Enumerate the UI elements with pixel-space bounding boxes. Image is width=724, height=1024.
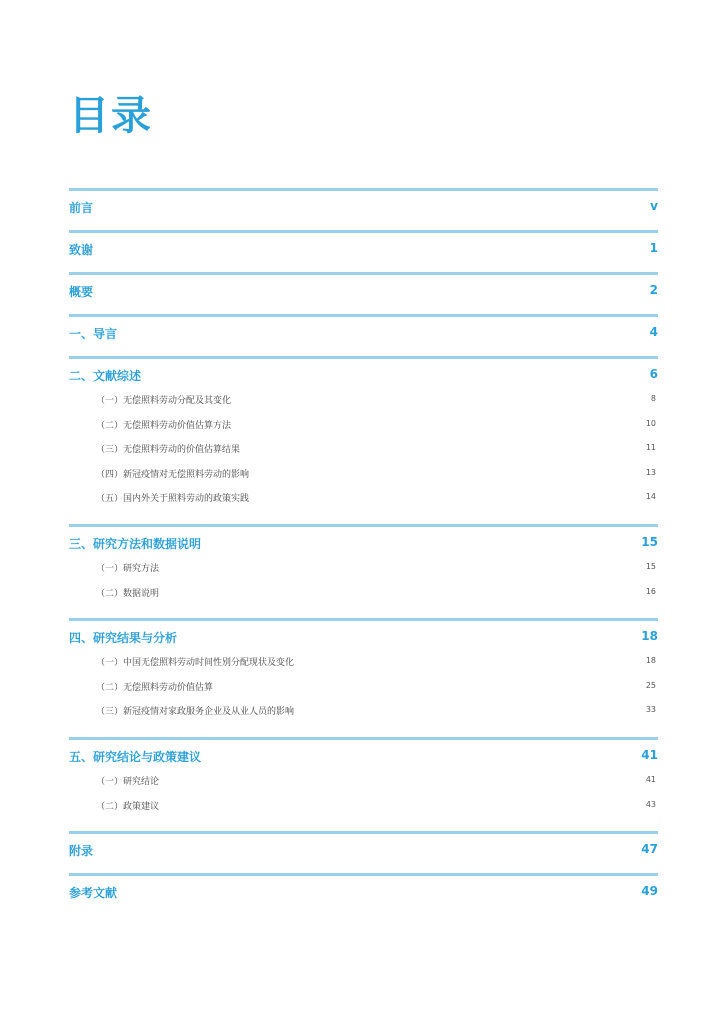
toc-chapter-link[interactable] [69,876,658,904]
section-spacer [69,723,658,737]
toc-subsection-link[interactable] [69,698,658,723]
subsection-title: （五）国内外关于照料劳动的政策实践 [96,494,250,505]
chapter-page-number: 15 [641,534,658,549]
chapter-page-number: v [650,199,658,213]
subsection-title: （一）研究方法 [96,563,160,574]
chapter-title: 一、导言 [69,327,118,341]
chapter-page-number: 4 [649,325,658,339]
subsection-page-number: 16 [645,586,656,596]
subsection-page-number: 10 [645,418,656,428]
toc-section [69,272,658,314]
section-spacer [69,261,658,272]
subsection-page-number: 8 [650,394,656,403]
subsection-title: （一）中国无偿照料劳动时间性别分配现状及变化 [96,658,295,669]
toc-subsection-link[interactable] [69,555,658,580]
toc-section [69,737,658,831]
toc-subsection-link[interactable] [69,768,658,793]
section-spacer [69,345,658,356]
toc-subsection-link[interactable] [69,674,658,699]
chapter-page-number: 2 [649,283,658,297]
subsection-page-number: 14 [645,492,656,502]
toc-chapter-link[interactable] [69,527,658,555]
toc-chapter-link[interactable] [69,191,658,219]
toc-subsection-link[interactable] [69,387,658,412]
subsection-title: （二）无偿照料劳动价值估算方法 [96,420,232,431]
chapter-title: 附录 [69,844,94,859]
chapter-title: 概要 [69,285,94,299]
subsection-title: （二）无偿照料劳动价值估算 [96,682,214,693]
table-of-contents [69,188,658,915]
toc-subsection-link[interactable] [69,436,658,461]
toc-chapter-link[interactable] [69,317,658,345]
chapter-title: 前言 [69,201,94,215]
chapter-title: 致谢 [69,243,94,257]
toc-section [69,831,658,873]
section-spacer [69,303,658,314]
subsection-page-number: 25 [645,680,656,690]
section-spacer [69,862,658,873]
toc-subsection-link[interactable] [69,793,658,818]
subsection-title: （一）无偿照料劳动分配及其变化 [96,396,232,406]
chapter-title: 参考文献 [69,886,118,901]
subsection-page-number: 11 [645,443,656,453]
subsection-title: （二）政策建议 [96,801,160,812]
toc-section [69,314,658,356]
section-spacer [69,817,658,831]
subsection-title: （三）无偿照料劳动的价值估算结果 [96,445,241,456]
chapter-page-number: 6 [649,367,658,381]
chapter-title: 二、文献综述 [69,369,142,383]
toc-subsection-link[interactable] [69,412,658,437]
toc-section [69,188,658,230]
subsection-page-number: 43 [645,799,656,809]
chapter-title: 五、研究结论与政策建议 [69,749,202,764]
subsection-title: （三）新冠疫情对家政服务企业及从业人员的影响 [96,707,295,718]
subsection-title: （二）数据说明 [96,588,160,599]
section-spacer [69,604,658,618]
toc-subsection-link[interactable] [69,461,658,486]
chapter-title: 四、研究结果与分析 [69,631,178,646]
chapter-page-number: 47 [641,842,658,857]
toc-subsection-link[interactable] [69,649,658,674]
section-spacer [69,904,658,915]
toc-section [69,230,658,272]
toc-chapter-link[interactable] [69,359,658,387]
chapter-page-number: 1 [649,241,658,255]
toc-section [69,618,658,737]
toc-chapter-link[interactable] [69,275,658,303]
toc-section [69,356,658,524]
toc-subsection-link[interactable] [69,580,658,605]
section-spacer [69,219,658,230]
toc-section [69,524,658,618]
chapter-title: 三、研究方法和数据说明 [69,536,202,551]
subsection-page-number: 13 [645,467,656,477]
toc-chapter-link[interactable] [69,834,658,862]
subsection-title: （一）研究结论 [96,776,160,787]
subsection-page-number: 18 [645,656,656,666]
subsection-page-number: 33 [645,705,656,715]
subsection-page-number: 41 [645,774,656,784]
chapter-page-number: 49 [641,884,658,899]
toc-chapter-link[interactable] [69,621,658,649]
chapter-page-number: 18 [641,629,658,644]
subsection-title: （四）新冠疫情对无偿照料劳动的影响 [96,469,250,480]
toc-subsection-link[interactable] [69,485,658,510]
toc-chapter-link[interactable] [69,233,658,261]
subsection-page-number: 15 [645,561,656,571]
toc-section [69,873,658,915]
chapter-page-number: 41 [641,747,658,762]
toc-chapter-link[interactable] [69,740,658,768]
section-spacer [69,510,658,524]
page-title: 目录 [69,93,153,139]
